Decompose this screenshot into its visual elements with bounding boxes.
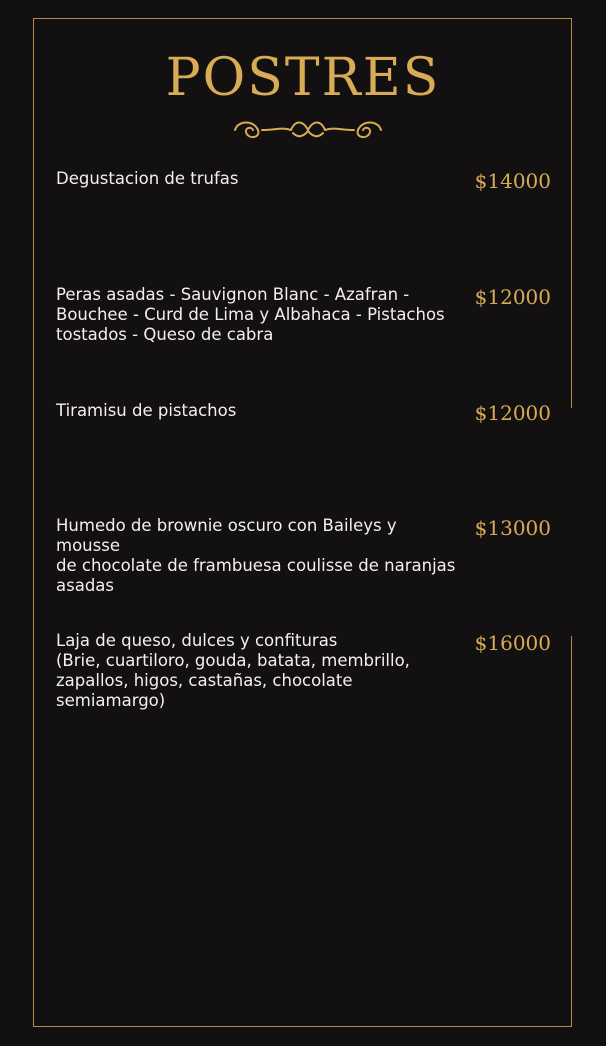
menu-title: POSTRES bbox=[165, 48, 441, 108]
dessert-description: Laja de queso, dulces y confituras (Brie, cuartiloro, gouda, batata, membrillo, zapallos, higos, castañas, chocolate semiamargo) bbox=[56, 631, 410, 710]
dessert-description: Humedo de brownie oscuro con Baileys y mousse de chocolate de frambuesa coulisse de naranjas asadas bbox=[56, 516, 456, 595]
title-area bbox=[0, 40, 606, 116]
decorative-flourish-icon bbox=[230, 112, 386, 146]
gold-frame-right-lower bbox=[571, 636, 572, 1027]
dessert-description: Tiramisu de pistachos bbox=[56, 401, 237, 420]
dessert-price: $12000 bbox=[474, 285, 551, 309]
gold-frame-bottom bbox=[33, 1026, 572, 1027]
dessert-price: $16000 bbox=[474, 631, 551, 655]
dessert-price: $13000 bbox=[474, 516, 551, 540]
dessert-description: Peras asadas - Sauvignon Blanc - Azafran - Bouchee - Curd de Lima y Albahaca - Pistachos tostados - Queso de cabra bbox=[56, 285, 445, 344]
dessert-description: Degustacion de trufas bbox=[56, 169, 239, 188]
gold-frame-left bbox=[33, 18, 34, 1027]
dessert-price: $12000 bbox=[474, 401, 551, 425]
dessert-price: $14000 bbox=[474, 169, 551, 193]
gold-frame-top bbox=[33, 18, 572, 19]
